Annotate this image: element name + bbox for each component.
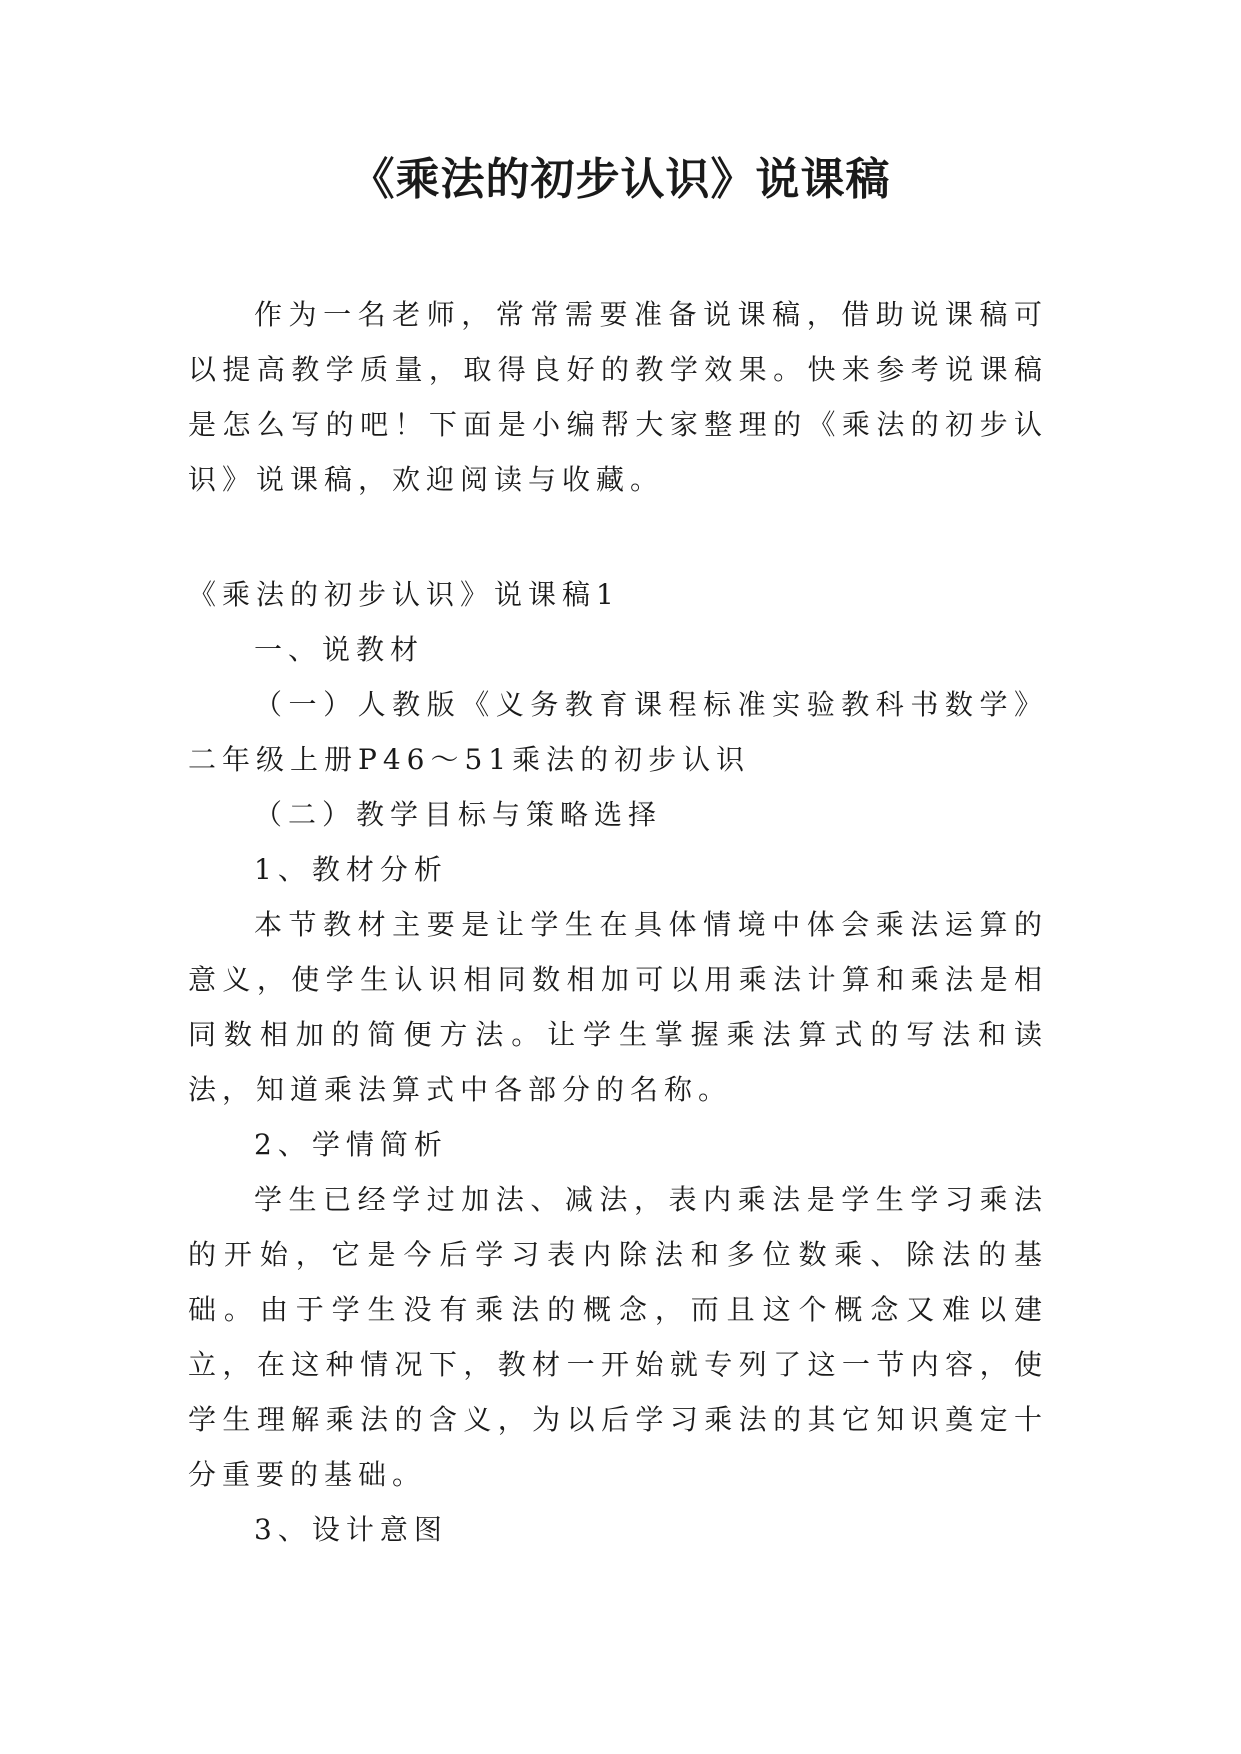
intro-paragraph: 作为一名老师，常常需要准备说课稿，借助说课稿可以提高教学质量，取得良好的教学效果。快来参考说课稿是怎么写的吧！下面是小编帮大家整理的《乘法的初步认识》说课稿，欢迎阅读与收藏。 [188, 298, 1048, 496]
subheading: 一、说教材 [254, 633, 425, 666]
paragraph: 学生已经学过加法、减法，表内乘法是学生学习乘法的开始，它是今后学习表内除法和多位数乘、除法的基础。由于学生没有乘法的概念，而且这个概念又难以建立，在这种情况下，教材一开始就专列了这一节内容，使学生理解乘法的含义，为以后学习乘法的其它知识奠定十分重要的基础。 [188, 1183, 1048, 1491]
paragraph: （一）人教版《义务教育课程标准实验教科书数学》二年级上册P46～51乘法的初步认识 [188, 688, 1048, 776]
document-title: 《乘法的初步认识》说课稿 [350, 154, 891, 205]
paragraph: 本节教材主要是让学生在具体情境中体会乘法运算的意义，使学生认识相同数相加可以用乘法计算和乘法是相同数相加的简便方法。让学生掌握乘法算式的写法和读法，知道乘法算式中各部分的名称。 [188, 908, 1048, 1106]
subheading: （二）教学目标与策略选择 [254, 798, 663, 831]
document-body [188, 287, 1048, 1557]
subheading: 3、设计意图 [254, 1513, 448, 1546]
subheading: 1、教材分析 [254, 853, 448, 886]
subheading: 2、学情简析 [254, 1128, 448, 1161]
section-heading: 《乘法的初步认识》说课稿1 [188, 578, 620, 611]
